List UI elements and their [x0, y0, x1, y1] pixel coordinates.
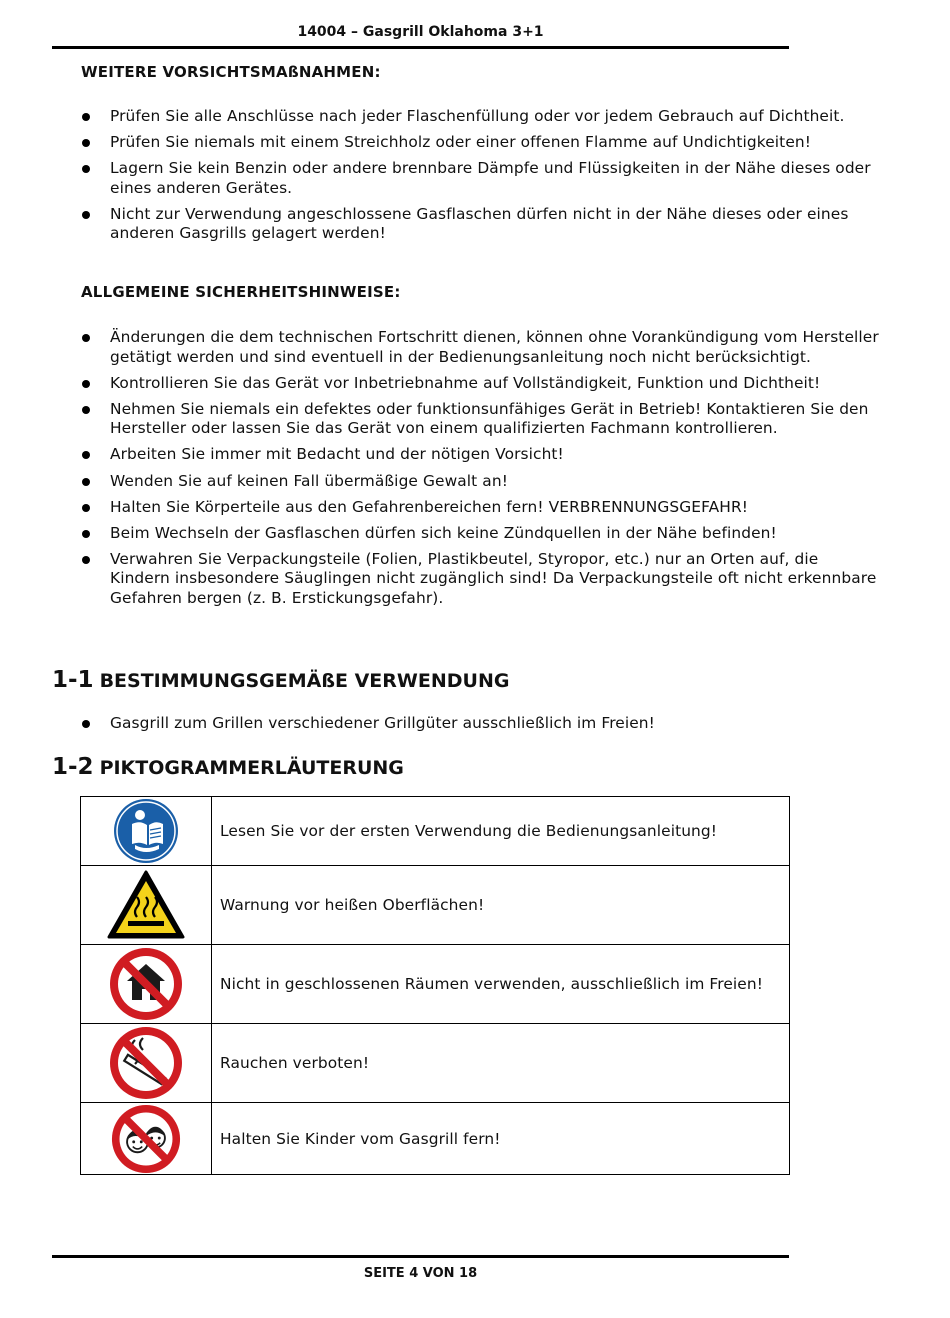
pictogram-description: Nicht in geschlossenen Räumen verwenden, ausschließlich im Freien!: [212, 945, 790, 1024]
bullet-icon: [82, 113, 90, 121]
bullet-icon: [82, 720, 90, 728]
list-item: Änderungen die dem technischen Fortschritt dienen, können ohne Vorankündigung vom Hersteller getätigt werden und sind eventuell in der Bedienungsanleitung noch nicht berücksichtigt.: [81, 328, 881, 367]
list-item: Lagern Sie kein Benzin oder andere brennbare Dämpfe und Flüssigkeiten in der Nähe dieses oder eines anderen Gerätes.: [81, 159, 881, 198]
footer-rule: [52, 1255, 789, 1258]
bullet-icon: [82, 380, 90, 388]
no-indoor-use-icon: [109, 947, 183, 1021]
table-row: [81, 1024, 790, 1103]
section-title: BESTIMMUNGSGEMÄßE VERWENDUNG: [99, 670, 510, 692]
precautions-list: [81, 107, 881, 251]
section-number: 1-2: [52, 754, 94, 780]
keep-children-away-icon: [109, 1104, 183, 1174]
list-item: Beim Wechseln der Gasflaschen dürfen sich keine Zündquellen in der Nähe befinden!: [81, 524, 881, 544]
bullet-icon: [82, 211, 90, 219]
section-number: 1-1: [52, 667, 94, 693]
bullet-icon: [82, 334, 90, 342]
list-item: Kontrollieren Sie das Gerät vor Inbetriebnahme auf Vollständigkeit, Funktion und Dichtheit!: [81, 374, 881, 394]
bullet-icon: [82, 478, 90, 486]
section-title: PIKTOGRAMMERLÄUTERUNG: [99, 757, 404, 779]
safety-heading: ALLGEMEINE SICHERHEITSHINWEISE:: [81, 283, 401, 301]
bullet-icon: [82, 165, 90, 173]
bullet-icon: [82, 451, 90, 459]
precautions-heading: WEITERE VORSICHTSMAßNAHMEN:: [81, 63, 381, 81]
table-row: [81, 945, 790, 1024]
section-heading-1-2: [52, 754, 404, 780]
header-rule: [52, 46, 789, 49]
section-heading-1-1: [52, 667, 509, 693]
list-item: Arbeiten Sie immer mit Bedacht und der nötigen Vorsicht!: [81, 445, 881, 465]
bullet-icon: [82, 504, 90, 512]
pictogram-description: Lesen Sie vor der ersten Verwendung die Bedienungsanleitung!: [212, 797, 790, 866]
table-row: [81, 1103, 790, 1175]
list-item: Wenden Sie auf keinen Fall übermäßige Gewalt an!: [81, 472, 881, 492]
list-item: Prüfen Sie alle Anschlüsse nach jeder Flaschenfüllung oder vor jedem Gebrauch auf Dichtheit.: [81, 107, 881, 127]
list-item: Gasgrill zum Grillen verschiedener Grillgüter ausschließlich im Freien!: [81, 714, 881, 734]
pictogram-table: [80, 796, 790, 1175]
bullet-icon: [82, 139, 90, 147]
list-item: Nicht zur Verwendung angeschlossene Gasflaschen dürfen nicht in der Nähe dieses oder eines anderen Gasgrills gelagert werden!: [81, 205, 881, 244]
table-row: [81, 866, 790, 945]
hot-surface-warning-icon: [106, 869, 186, 941]
pictogram-description: Rauchen verboten!: [212, 1024, 790, 1103]
table-row: [81, 797, 790, 866]
pictogram-description: Warnung vor heißen Oberflächen!: [212, 866, 790, 945]
bullet-icon: [82, 530, 90, 538]
document-header-title: 14004 – Gasgrill Oklahoma 3+1: [297, 24, 544, 40]
no-smoking-icon: [109, 1026, 183, 1100]
intended-use-list: [81, 714, 881, 740]
read-manual-icon: [113, 798, 179, 864]
list-item: Prüfen Sie niemals mit einem Streichholz oder einer offenen Flamme auf Undichtigkeiten!: [81, 133, 881, 153]
bullet-icon: [82, 406, 90, 414]
pictogram-description: Halten Sie Kinder vom Gasgrill fern!: [212, 1103, 790, 1175]
list-item: Verwahren Sie Verpackungsteile (Folien, Plastikbeutel, Styropor, etc.) nur an Orten auf, die Kindern insbesondere Säuglingen nicht zugänglich sind! Da Verpackungsteile oft nicht erkennbare Gefahren bergen (z. B. Erstickungsgefahr).: [81, 550, 881, 609]
list-item: Nehmen Sie niemals ein defektes oder funktionsunfähiges Gerät in Betrieb! Kontaktieren Sie den Hersteller oder lassen Sie das Gerät von einem qualifizierten Fachmann kontrollieren.: [81, 400, 881, 439]
list-item: Halten Sie Körperteile aus den Gefahrenbereichen fern! VERBRENNUNGSGEFAHR!: [81, 498, 881, 518]
bullet-icon: [82, 556, 90, 564]
page-number: SEITE 4 VON 18: [363, 1266, 478, 1281]
safety-list: [81, 328, 881, 615]
